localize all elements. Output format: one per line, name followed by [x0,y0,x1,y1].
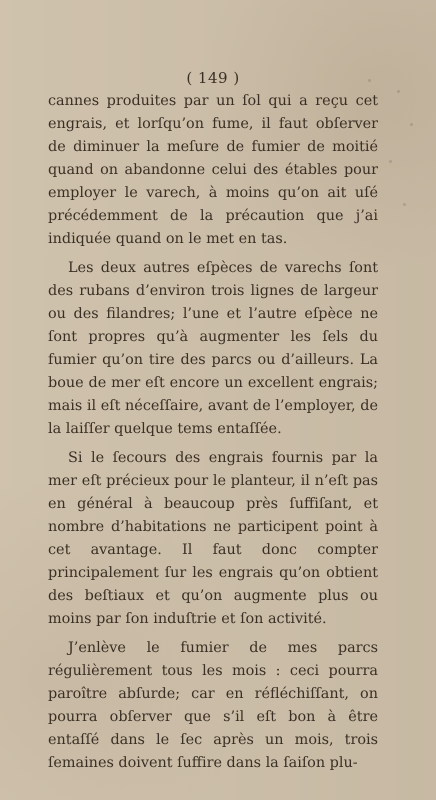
paper-speck [389,160,392,163]
paper-speck [403,203,406,206]
page-number: ( 149 ) [186,69,240,87]
paragraph-1: cannes produites par un ſol qui a reçu cet engrais, et lorſqu’on fume, il faut obſerver de diminuer la meſure de fumier de moitié quand on abandonne celui des étables pour employer le varech, à moins qu’on ait uſé précédemment de la précaution que j’ai indiquée quand on le met en tas. [48,93,378,247]
document-page [48,69,378,775]
paragraph-2: Les deux autres eſpèces de varechs ſont des rubans d’environ trois lignes de largeur ou des filandres; l’une et l’autre eſpèce ne ſont propres qu’à augmenter les ſels du fumier qu’on tire des parcs ou d’ailleurs. La boue de mer eſt encore un excellent engrais; mais il eſt néceſſaire, avant de l’employer, de la laiſſer quelque tems entaſſée. [48,260,378,437]
paper-speck [410,123,413,126]
paper-speck [397,90,400,93]
paragraph-3: Si le ſecours des engrais fournis par la mer eſt précieux pour le planteur, il n’eſt pas en général à beaucoup près ſuffiſant, et nombre d’habitations ne participent point à cet avantage. Il faut donc compter principalement ſur les engrais qu’on obtient des beſtiaux et qu’on augmente plus ou moins par ſon induſtrie et ſon activité. [48,450,378,627]
paragraph-4: J’enlève le fumier de mes parcs régulièrement tous les mois : ceci pourra paroître abſurde; car en réfléchiſſant, on pourra obſerver que s’il eſt bon à être entaſſé dans le ſec après un mois, trois ſemaines doivent ſuffire dans la ſaiſon plu- [48,640,378,771]
